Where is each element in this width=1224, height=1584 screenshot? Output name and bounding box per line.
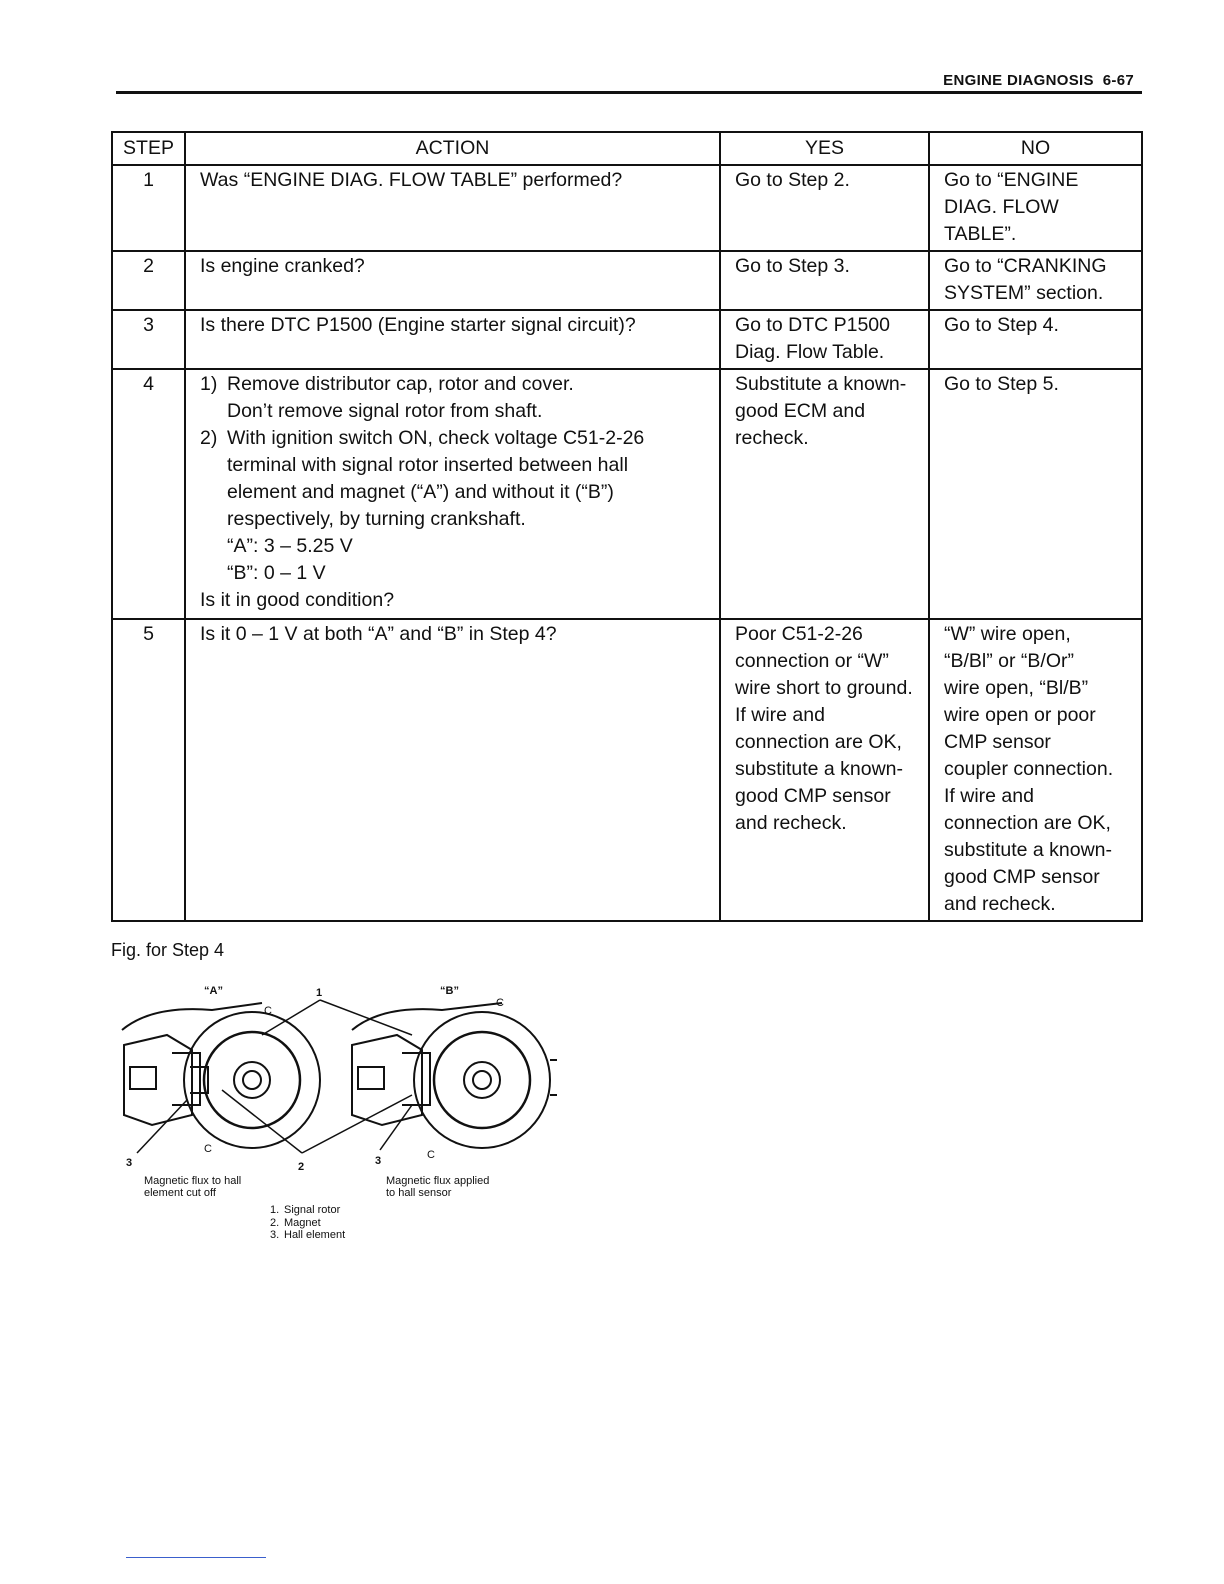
text-line: connection are OK, (735, 731, 902, 753)
text-line: Substitute a known- (735, 373, 907, 395)
note-right (386, 1175, 489, 1199)
step-number: 1 (112, 165, 185, 251)
text-line: connection are OK, (944, 812, 1111, 834)
footer-rule (126, 1557, 266, 1558)
text-line: good ECM and (735, 400, 866, 422)
table-row (112, 251, 1142, 310)
header-text (943, 72, 1134, 89)
leader-2b (302, 1095, 412, 1153)
leader-lines (137, 1000, 412, 1153)
column-header-yes: YES (720, 132, 929, 165)
legend-text: Magnet (284, 1216, 321, 1229)
column-header-no: NO (929, 132, 1142, 165)
shaft-b (464, 1062, 500, 1098)
spec-a: “A”: 3 – 5.25 V (227, 535, 353, 557)
text-line: wire short to ground. (735, 677, 913, 699)
text-line: connection or “W” (735, 650, 889, 672)
item-number: 1) (200, 373, 218, 395)
section-title: ENGINE DIAGNOSIS (943, 72, 1094, 89)
legend-text: Hall element (284, 1229, 346, 1241)
text-line: to hall sensor (386, 1187, 452, 1199)
text-line: SYSTEM” section. (944, 282, 1104, 304)
leader-2a (222, 1090, 302, 1153)
text-line: Magnetic flux to hall (144, 1175, 242, 1187)
text-line: and recheck. (944, 893, 1056, 915)
column-header-step: STEP (112, 132, 185, 165)
leader-3a (137, 1100, 187, 1153)
text-line: and recheck. (735, 812, 847, 834)
step-number: 4 (112, 369, 185, 619)
step-number: 3 (112, 310, 185, 369)
spec-b: “B”: 0 – 1 V (227, 562, 326, 584)
action-cell (185, 369, 720, 619)
text-line: substitute a known- (944, 839, 1113, 861)
action-cell: Is engine cranked? (185, 251, 720, 310)
shaft-a (234, 1062, 270, 1098)
leader-1b (320, 1000, 412, 1035)
callout-2: 2 (298, 1161, 305, 1173)
table-row (112, 369, 1142, 619)
figure-legend (270, 1204, 345, 1242)
direction-mark: C (204, 1143, 212, 1155)
no-cell (929, 165, 1142, 251)
callout-1: 1 (316, 987, 323, 999)
table-row (112, 165, 1142, 251)
text-line: TABLE”. (944, 223, 1017, 245)
housing-outline-a (122, 1003, 262, 1030)
figure-label-b: “B” (440, 985, 459, 997)
yes-cell (720, 619, 929, 921)
action-item-2 (200, 425, 711, 587)
text-line: CMP sensor (944, 731, 1051, 753)
figure-label-a: “A” (204, 985, 223, 997)
text-line: With ignition switch ON, check voltage C51-2-26 (227, 427, 645, 449)
text-line: terminal with signal rotor inserted between hall (227, 454, 629, 476)
no-cell: Go to Step 5. (929, 369, 1142, 619)
text-line: If wire and (944, 785, 1034, 807)
legend-number: 2. (270, 1216, 280, 1229)
table-row (112, 310, 1142, 369)
legend-item (270, 1229, 345, 1242)
text-line: element and magnet (“A”) and without it (“B”) (227, 481, 614, 503)
page-header (116, 70, 1142, 94)
table-header-row (112, 132, 1142, 165)
text-line: Remove distributor cap, rotor and cover. (227, 373, 574, 395)
action-cell: Was “ENGINE DIAG. FLOW TABLE” performed? (185, 165, 720, 251)
step-number: 2 (112, 251, 185, 310)
legend-item (270, 1204, 345, 1217)
text-line: element cut off (144, 1187, 216, 1199)
figure-caption: Fig. for Step 4 (111, 940, 225, 960)
no-cell (929, 619, 1142, 921)
no-cell (929, 251, 1142, 310)
item-text (227, 425, 644, 587)
text-line: wire open, “Bl/B” (944, 677, 1089, 699)
connector-a (124, 1035, 192, 1125)
action-question: Is it in good condition? (200, 589, 395, 611)
shaft-center-b (473, 1071, 491, 1089)
text-line: Go to “CRANKING (944, 255, 1107, 277)
step-number: 5 (112, 619, 185, 921)
yes-cell (720, 369, 929, 619)
diagnosis-table (111, 131, 1143, 922)
text-line: If wire and (735, 704, 825, 726)
legend-number: 3. (270, 1229, 280, 1241)
shaft-center-a (243, 1071, 261, 1089)
text-line: wire open or poor (944, 704, 1096, 726)
page-number: 6-67 (1102, 72, 1134, 89)
text-line: respectively, by turning crankshaft. (227, 508, 526, 530)
housing-outline-b (352, 1003, 502, 1030)
action-cell: Is there DTC P1500 (Engine starter signal circuit)? (185, 310, 720, 369)
text-line: good CMP sensor (735, 785, 891, 807)
illustration-b (352, 1003, 557, 1148)
column-header-action: ACTION (185, 132, 720, 165)
coupler-a (130, 1067, 156, 1089)
text-line: Diag. Flow Table. (735, 341, 885, 363)
text-line: Go to DTC P1500 (735, 314, 890, 336)
item-number: 2) (200, 427, 218, 449)
coupler-b (358, 1067, 384, 1089)
text-line: Don’t remove signal rotor from shaft. (227, 400, 543, 422)
text-line: coupler connection. (944, 758, 1114, 780)
text-line: “W” wire open, (944, 623, 1071, 645)
yes-cell: Go to Step 3. (720, 251, 929, 310)
signal-rotor-b (434, 1032, 530, 1128)
yes-cell (720, 310, 929, 369)
legend-text: Signal rotor (284, 1204, 341, 1216)
action-cell: Is it 0 – 1 V at both “A” and “B” in Step 4? (185, 619, 720, 921)
callout-3-left: 3 (126, 1157, 133, 1169)
text-line: good CMP sensor (944, 866, 1100, 888)
cmp-sensor-figure (112, 975, 572, 1255)
leader-3b (380, 1105, 412, 1150)
connector-b (352, 1035, 422, 1125)
direction-mark: C (264, 1005, 272, 1017)
no-cell: Go to Step 4. (929, 310, 1142, 369)
direction-mark: C (496, 997, 504, 1009)
text-line: “B/Bl” or “B/Or” (944, 650, 1074, 672)
text-line: Magnetic flux applied (386, 1175, 490, 1187)
header-rule (116, 91, 1142, 94)
legend-number: 1. (270, 1204, 280, 1216)
direction-mark: C (427, 1149, 435, 1161)
yes-cell: Go to Step 2. (720, 165, 929, 251)
legend-item (270, 1217, 345, 1230)
text-line: substitute a known- (735, 758, 904, 780)
note-left (144, 1175, 241, 1199)
text-line: DIAG. FLOW (944, 196, 1059, 218)
text-line: Poor C51-2-26 (735, 623, 863, 645)
illustration-a (122, 1003, 320, 1148)
action-item-1 (200, 371, 711, 425)
item-text (227, 371, 574, 425)
text-line: recheck. (735, 427, 809, 449)
text-line: Go to “ENGINE (944, 169, 1079, 191)
table-row (112, 619, 1142, 921)
callout-3-right: 3 (375, 1155, 382, 1167)
